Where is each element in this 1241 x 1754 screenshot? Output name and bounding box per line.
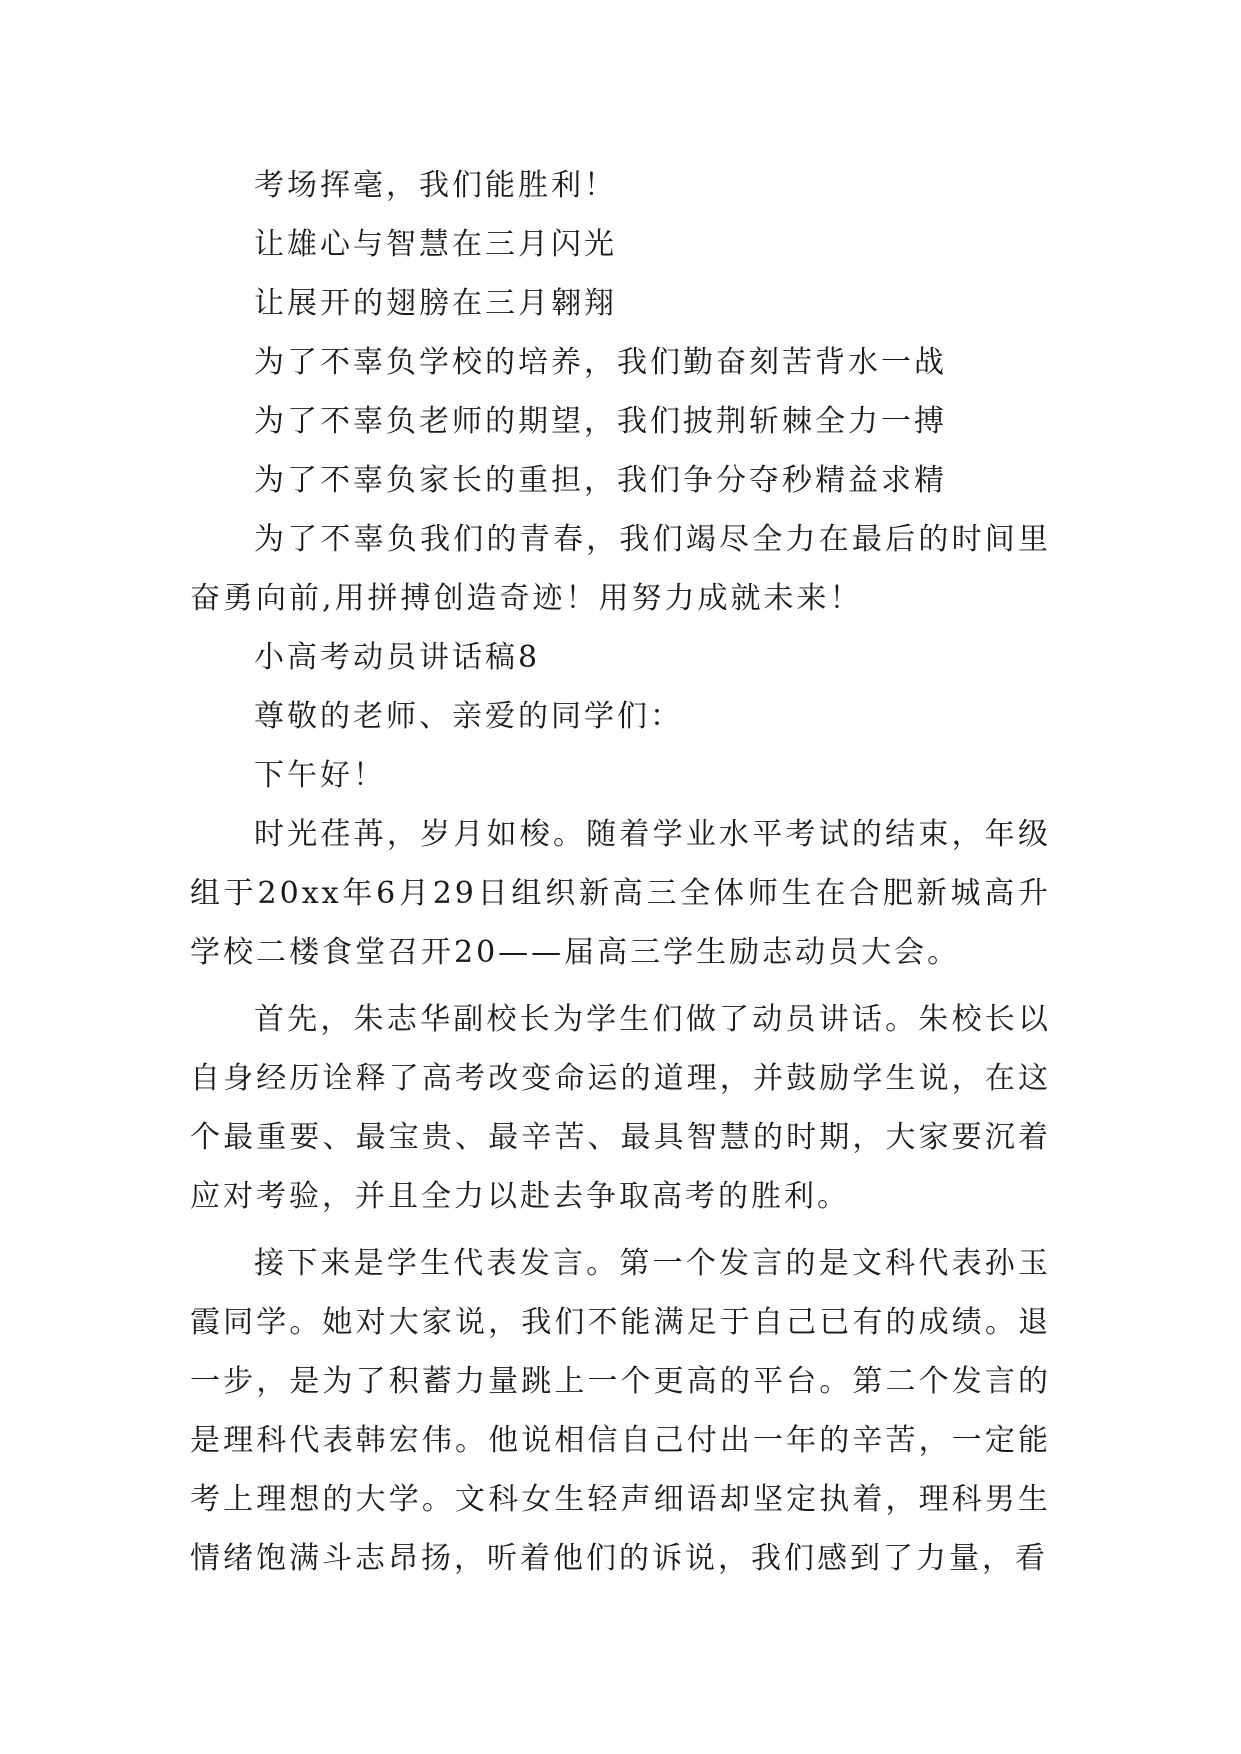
paragraph-2: 让雄心与智慧在三月闪光 bbox=[254, 227, 617, 262]
greeting: 下午好！ bbox=[254, 758, 386, 793]
paragraph-7: 为了不辜负我们的青春，我们竭尽全力在最后的时间里奋勇向前,用拼搏创造奇迹！用努力成就未来！ bbox=[190, 522, 1051, 616]
paragraph-body-2: 首先，朱志华副校长为学生们做了动员讲话。朱校长以自身经历诠释了高考改变命运的道理，并鼓励学生说，在这个最重要、最宝贵、最辛苦、最具智慧的时期，大家要沉着应对考验，并且全力以赴去争取高考的胜利。 bbox=[190, 1002, 1051, 1214]
salutation: 尊敬的老师、亲爱的同学们： bbox=[254, 699, 683, 734]
paragraph-5: 为了不辜负老师的期望，我们披荆斩棘全力一搏 bbox=[254, 404, 947, 439]
document-body bbox=[190, 156, 1051, 1588]
paragraph-3: 让展开的翅膀在三月翱翔 bbox=[254, 286, 617, 321]
paragraph-4: 为了不辜负学校的培养，我们勤奋刻苦背水一战 bbox=[254, 345, 947, 380]
paragraph-1: 考场挥毫，我们能胜利！ bbox=[254, 168, 617, 203]
paragraph-body-1: 时光荏苒，岁月如梭。随着学业水平考试的结束，年级组于20xx年6月29日组织新高三全体师生在合肥新城高升学校二楼食堂召开20——届高三学生励志动员大会。 bbox=[190, 817, 1051, 970]
paragraph-body-3: 接下来是学生代表发言。第一个发言的是文科代表孙玉霞同学。她对大家说，我们不能满足于自己已有的成绩。退一步，是为了积蓄力量跳上一个更高的平台。第二个发言的是理科代表韩宏伟。他说相信自己付出一年的辛苦，一定能考上理想的大学。文科女生轻声细语却坚定执着，理科男生情绪饱满斗志昂扬，听着他们的诉说，我们感到了力量，看 bbox=[190, 1246, 1051, 1576]
paragraph-6: 为了不辜负家长的重担，我们争分夺秒精益求精 bbox=[254, 463, 947, 498]
section-heading: 小高考动员讲话稿8 bbox=[254, 640, 541, 675]
